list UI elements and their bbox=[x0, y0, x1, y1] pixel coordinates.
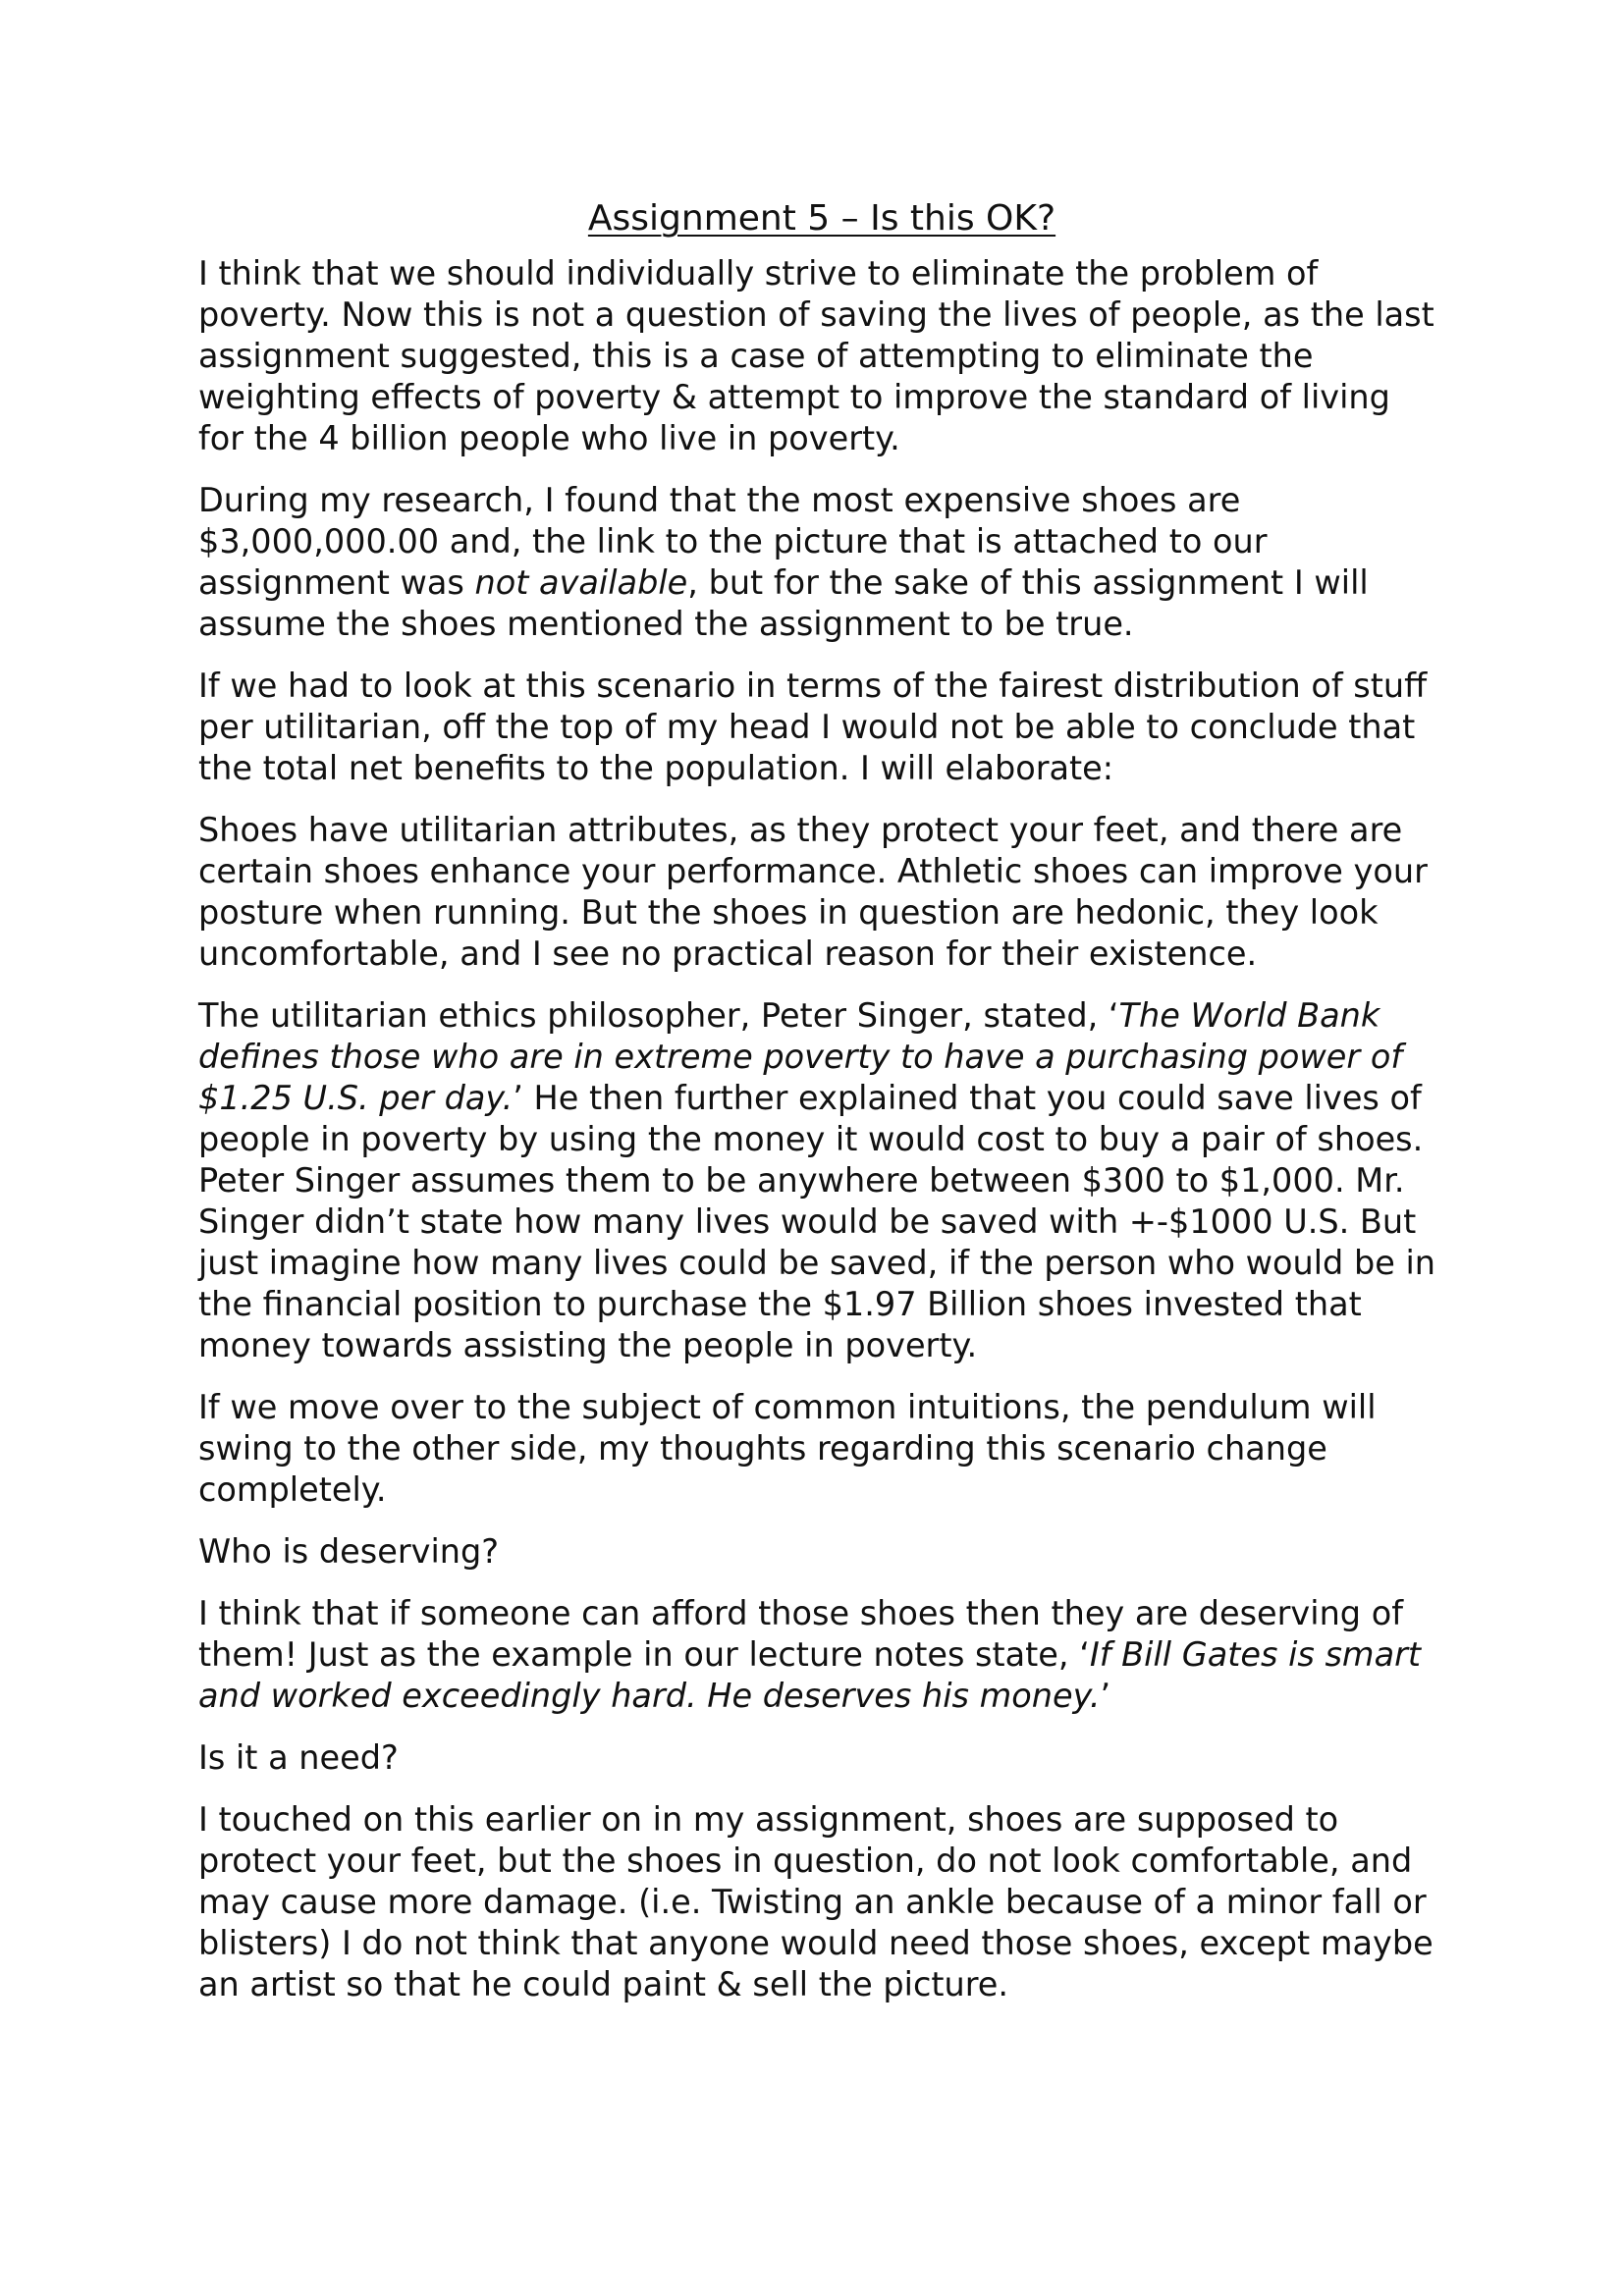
text-run: , but for the sake of this assignment I will assume the shoes mentioned the assignment to be true. bbox=[198, 563, 1369, 643]
body-paragraph bbox=[198, 1799, 1445, 2005]
document-title: Assignment 5 – Is this OK? bbox=[587, 198, 1056, 239]
body-paragraph bbox=[198, 810, 1445, 975]
body-paragraph bbox=[198, 253, 1445, 459]
text-run: Shoes have utilitarian attributes, as they protect your feet, and there are certain shoes enhance your performance. Athletic shoes can improve your posture when running. But the shoes in question are hedonic, they look uncomfortable, and I see no practical reason for their existence. bbox=[198, 811, 1428, 973]
text-run: I think that if someone can afford those shoes then they are deserving of them! Just as the example in our lecture notes state, ‘ bbox=[198, 1594, 1404, 1674]
body-paragraph bbox=[198, 480, 1445, 645]
text-run: ’ bbox=[1100, 1677, 1111, 1715]
text-run: I touched on this earlier on in my assignment, shoes are supposed to protect your feet, but the shoes in question, do not look comfortable, and may cause more damage. (i.e. Twisting an ankle because of a minor fall or blisters) I do not think that anyone would need those shoes, except maybe an artist so that he could paint & sell the picture. bbox=[198, 1800, 1434, 2003]
italic-text-run: not available bbox=[474, 563, 688, 602]
body-paragraph bbox=[198, 1593, 1445, 1717]
body-paragraph bbox=[198, 995, 1445, 1366]
body-paragraph bbox=[198, 1737, 1445, 1779]
document-body bbox=[198, 253, 1445, 2005]
italic-text-run: If Bill Gates is smart and worked exceedingly hard. He deserves his money. bbox=[198, 1635, 1422, 1715]
body-paragraph bbox=[198, 1387, 1445, 1511]
text-run: Who is deserving? bbox=[198, 1532, 500, 1571]
body-paragraph bbox=[198, 1531, 1445, 1573]
text-run: The utilitarian ethics philosopher, Peter Singer, stated, ‘ bbox=[198, 996, 1119, 1035]
text-run: If we move over to the subject of common intuitions, the pendulum will swing to the other side, my thoughts regarding this scenario change completely. bbox=[198, 1388, 1377, 1509]
italic-text-run: The World Bank defines those who are in extreme poverty to have a purchasing power of $1.25 U.S. per day. bbox=[198, 996, 1403, 1117]
document-page bbox=[198, 192, 1445, 2026]
text-run: Is it a need? bbox=[198, 1738, 399, 1777]
text-run: During my research, I found that the most expensive shoes are $3,000,000.00 and, the link to the picture that is attached to our assignment was bbox=[198, 481, 1268, 602]
text-run: If we had to look at this scenario in terms of the fairest distribution of stuff per utilitarian, off the top of my head I would not be able to conclude that the total net benefits to the population. I will elaborate: bbox=[198, 667, 1428, 787]
text-run: ’ He then further explained that you could save lives of people in poverty by using the money it would cost to buy a pair of shoes. Peter Singer assumes them to be anywhere between $300 to $1,000. Mr. Singer didn’t state how many lives would be saved with +-$1000 U.S. But just imagine how many lives could be saved, if the person who would be in the financial position to purchase the $1.97 Billion shoes invested that money towards assisting the people in poverty. bbox=[198, 1079, 1436, 1364]
text-run: I think that we should individually strive to eliminate the problem of poverty. Now this is not a question of saving the lives of people, as the last assignment suggested, this is a case of attempting to eliminate the weighting effects of poverty & attempt to improve the standard of living for the 4 billion people who live in poverty. bbox=[198, 254, 1434, 457]
body-paragraph bbox=[198, 666, 1445, 789]
